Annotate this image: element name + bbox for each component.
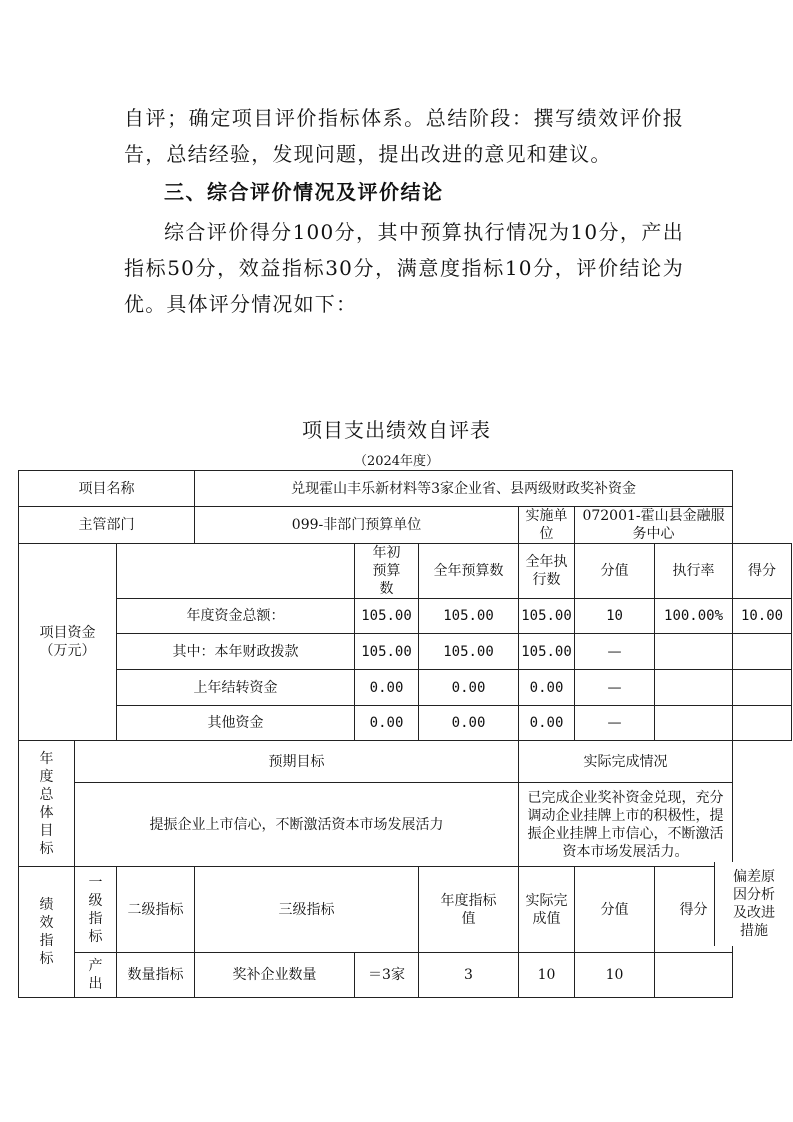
funds-score (733, 670, 792, 706)
funds-initial: 105.00 (355, 599, 419, 634)
ind-level3: 奖补企业数量 (195, 953, 355, 998)
funds-rate (655, 706, 733, 741)
funds-score (733, 634, 792, 670)
funds-unit: （万元） (39, 643, 96, 659)
funds-header-score: 得分 (733, 544, 792, 599)
funds-annual: 0.00 (419, 706, 519, 741)
funds-header-rate: 执行率 (655, 544, 733, 599)
ind-header-deviation-text: 偏差原因分析及改进措施 (732, 869, 775, 939)
funds-annual: 105.00 (419, 634, 519, 670)
ind-header-deviation (714, 862, 793, 946)
funds-score-value: — (575, 634, 655, 670)
funds-rate (655, 634, 733, 670)
ind-header-actual: 实际完成值 (519, 867, 575, 953)
table-row (19, 599, 792, 634)
ind-target: ＝3家 (355, 953, 419, 998)
ind-header-level1 (75, 867, 117, 953)
funds-label-cell (19, 544, 117, 741)
ind-level1: 产出 (88, 958, 103, 992)
ind-header-score-value: 分值 (575, 867, 655, 953)
goal-actual: 已完成企业奖补资金兑现，充分调动企业挂牌上市的积极性，提振企业挂牌上市信心，不断激活资本市场发展活力。 (519, 783, 733, 867)
performance-evaluation-table (18, 470, 792, 998)
funds-header-initial: 年初预算数 (355, 544, 419, 599)
funds-row-label: 其中：本年财政拨款 (117, 634, 355, 670)
impl-label: 实施单位 (519, 507, 575, 544)
section-heading-3: 三、综合评价情况及评价结论 (164, 180, 444, 204)
project-name-label: 项目名称 (19, 471, 195, 507)
ind-header-score: 得分 (655, 867, 733, 953)
goal-expected-header: 预期目标 (75, 741, 519, 783)
table-title: 项目支出绩效自评表 (302, 418, 491, 442)
funds-score: 10.00 (733, 599, 792, 634)
funds-row-label: 其他资金 (117, 706, 355, 741)
ind-deviation (655, 953, 733, 998)
funds-header-annual: 全年预算数 (419, 544, 519, 599)
funds-header-executed: 全年执行数 (519, 544, 575, 599)
ind-header-level3: 三级指标 (195, 867, 419, 953)
goal-label-cell (19, 741, 75, 867)
funds-rate (655, 670, 733, 706)
table-row (19, 953, 792, 998)
funds-score-value: — (575, 670, 655, 706)
funds-rate: 100.00% (655, 599, 733, 634)
goal-label: 年度总体目标 (39, 750, 54, 857)
table-row (19, 544, 792, 599)
table-row (19, 670, 792, 706)
funds-executed: 0.00 (519, 706, 575, 741)
ind-header-target: 年度指标值 (419, 867, 519, 953)
funds-initial: 0.00 (355, 706, 419, 741)
ind-actual: 3 (419, 953, 519, 998)
funds-label: 项目资金 (39, 625, 96, 641)
funds-header-blank (117, 544, 355, 599)
ind-score: 10 (575, 953, 655, 998)
dept-value: 099-非部门预算单位 (195, 507, 519, 544)
funds-score-value: — (575, 706, 655, 741)
ind-header-level2: 二级指标 (117, 867, 195, 953)
paragraph-text: 综合评价得分100分，其中预算执行情况为10分，产出指标50分，效益指标30分，满意度指标10分，评价结论为优。具体评分情况如下： (124, 220, 684, 316)
funds-row-label: 上年结转资金 (117, 670, 355, 706)
goal-expected: 提振企业上市信心，不断激活资本市场发展活力 (75, 783, 519, 867)
indicator-label-cell (19, 867, 75, 998)
funds-executed: 105.00 (519, 599, 575, 634)
funds-header-score-value: 分值 (575, 544, 655, 599)
impl-value: 072001-霍山县金融服务中心 (575, 507, 733, 544)
dept-label: 主管部门 (19, 507, 195, 544)
table-row (19, 634, 792, 670)
funds-initial: 105.00 (355, 634, 419, 670)
ind-level2: 数量指标 (117, 953, 195, 998)
funds-score-value: 10 (575, 599, 655, 634)
funds-score (733, 706, 792, 741)
funds-annual: 105.00 (419, 599, 519, 634)
indicator-label: 绩效指标 (39, 897, 54, 967)
table-row (19, 706, 792, 741)
report-paragraph-1 (124, 100, 684, 172)
table-row (19, 783, 792, 867)
funds-annual: 0.00 (419, 670, 519, 706)
project-name-value: 兑现霍山丰乐新材料等3家企业省、县两级财政奖补资金 (195, 471, 733, 507)
table-row (19, 867, 792, 953)
funds-row-label: 年度资金总额： (117, 599, 355, 634)
funds-executed: 0.00 (519, 670, 575, 706)
table-year: （2024年度） (353, 454, 440, 469)
table-row (19, 507, 792, 544)
funds-initial: 0.00 (355, 670, 419, 706)
ind-level1-cell (75, 953, 117, 998)
report-paragraph-2 (124, 214, 684, 322)
ind-header-level1-text: 一级指标 (88, 874, 103, 945)
funds-executed: 105.00 (519, 634, 575, 670)
table-row (19, 471, 792, 507)
paragraph-text: 自评；确定项目评价指标体系。总结阶段：撰写绩效评价报告，总结经验，发现问题，提出改进的意见和建议。 (124, 106, 684, 166)
goal-actual-header: 实际完成情况 (519, 741, 733, 783)
table-row (19, 741, 792, 783)
ind-score-value: 10 (519, 953, 575, 998)
